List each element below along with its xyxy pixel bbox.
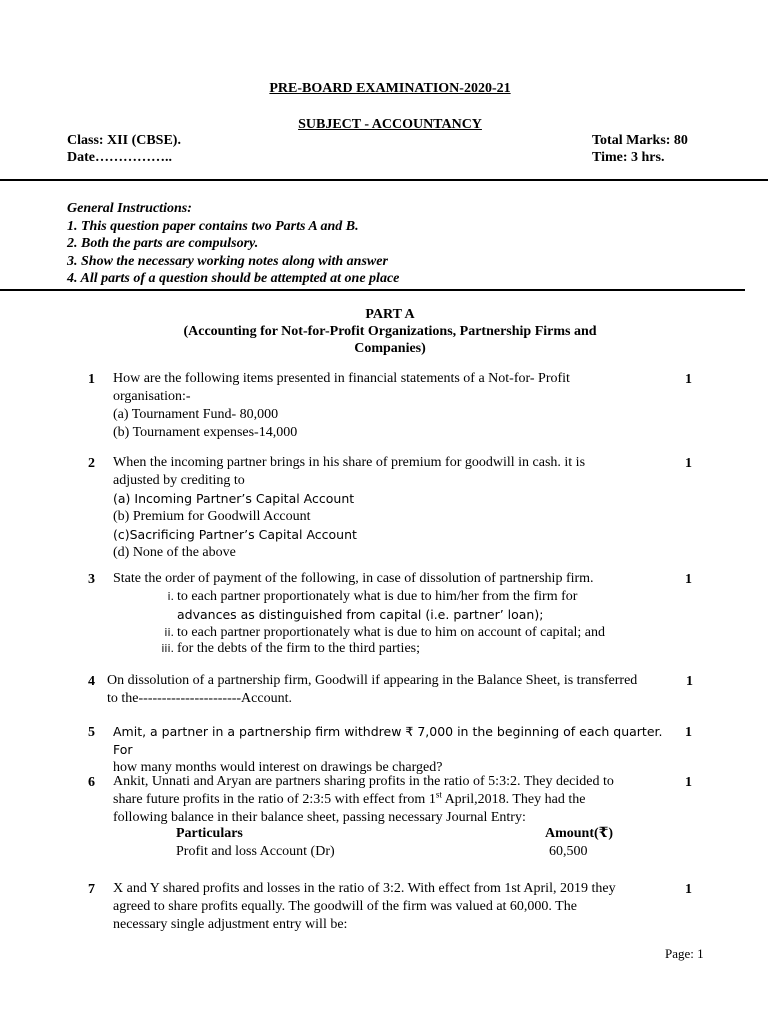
question-line: (b) Tournament expenses-14,000 — [113, 425, 298, 440]
total-marks: Total Marks: 80 — [592, 133, 688, 148]
item-numeral: iii. — [161, 642, 174, 655]
question-line-part: share future profits in the ratio of 2:3:5 with effect from 1 — [113, 792, 436, 807]
table-header-amount: Amount(₹) — [545, 826, 614, 841]
question-marks: 1 — [685, 725, 692, 740]
table-header-particulars: Particulars — [176, 826, 243, 841]
question-line: Ankit, Unnati and Aryan are partners sharing profits in the ratio of 5:3:2. They decided to — [113, 774, 614, 789]
question-marks: 1 — [685, 775, 692, 790]
superscript: st — [435, 789, 442, 800]
instruction-item: 1. This question paper contains two Parts A and B. — [67, 218, 359, 234]
question-line: X and Y shared profits and losses in the ratio of 3:2. With effect from 1st April, 2019 they — [113, 881, 616, 896]
question-text — [113, 370, 683, 442]
order-list — [161, 588, 657, 658]
date-label: Date…………….. — [67, 150, 172, 165]
question-number: 7 — [88, 882, 95, 897]
instructions-heading: General Instructions: — [67, 201, 192, 216]
question-line: adjusted by crediting to — [113, 473, 245, 488]
option-d: (d) None of the above — [113, 545, 236, 560]
question-line: how many months would interest on drawings be charged? — [113, 760, 443, 775]
question-line: necessary single adjustment entry will be: — [113, 917, 348, 932]
item-line: to each partner proportionately what is due to him on account of capital; and — [177, 625, 606, 640]
question-line: to the----------------------Account. — [107, 691, 292, 706]
table-cell-particular: Profit and loss Account (Dr) — [176, 844, 335, 859]
instruction-item: 3. Show the necessary working notes along with answer — [67, 253, 388, 269]
question-marks: 1 — [685, 372, 692, 387]
item-line: advances as distinguished from capital (i.e. partner’ loan); — [177, 607, 544, 622]
item-line: for the debts of the firm to the third parties; — [177, 641, 420, 656]
page-number: Page: 1 — [665, 946, 704, 961]
order-item — [161, 640, 657, 658]
question-text — [113, 723, 683, 777]
question-text — [107, 672, 687, 708]
question-number: 4 — [88, 674, 95, 689]
question-line-part: April,2018. They had the — [441, 792, 586, 807]
question-line: When the incoming partner brings in his share of premium for goodwill in cash. it is — [113, 455, 586, 470]
question-number: 5 — [88, 725, 95, 740]
item-line: to each partner proportionately what is due to him/her from the firm for — [177, 589, 578, 604]
question-number: 6 — [88, 775, 95, 790]
instruction-item: 2. Both the parts are compulsory. — [67, 236, 259, 251]
question-marks: 1 — [685, 882, 692, 897]
item-numeral: ii. — [164, 626, 174, 639]
question-line: following balance in their balance sheet, passing necessary Journal Entry: — [113, 810, 526, 825]
question-number: 1 — [88, 372, 95, 387]
option-c: (c)Sacrificing Partner’s Capital Account — [113, 527, 357, 542]
table-cell-amount: 60,500 — [549, 844, 588, 859]
question-text — [113, 773, 683, 827]
question-line — [113, 791, 683, 809]
exam-time: Time: 3 hrs. — [592, 150, 665, 165]
question-line: How are the following items presented in financial statements of a Not-for- Profit — [113, 371, 570, 386]
question-line: organisation:- — [113, 389, 191, 404]
question-text — [113, 454, 683, 562]
option-a: (a) Incoming Partner’s Capital Account — [113, 491, 355, 506]
question-text: State the order of payment of the following, in case of dissolution of partnership firm. — [113, 571, 594, 586]
question-number: 3 — [88, 572, 95, 587]
question-line: agreed to share profits equally. The goodwill of the firm was valued at 60,000. The — [113, 899, 577, 914]
question-marks: 1 — [685, 456, 692, 471]
question-line: On dissolution of a partnership firm, Goodwill if appearing in the Balance Sheet, is transferred — [107, 673, 638, 688]
question-line: (a) Tournament Fund- 80,000 — [113, 407, 279, 422]
instructions-divider — [0, 289, 745, 291]
question-marks: 1 — [686, 674, 693, 689]
general-instructions — [67, 200, 399, 288]
part-subtitle: (Accounting for Not-for-Profit Organizations, Partnership Firms and — [183, 324, 597, 339]
question-line: Amit, a partner in a partnership firm withdrew ₹ 7,000 in the beginning of each quarter. For — [113, 724, 663, 757]
question-marks: 1 — [685, 572, 692, 587]
question-text — [113, 880, 683, 934]
order-item — [167, 588, 657, 624]
part-subtitle: Companies) — [354, 341, 426, 356]
item-numeral: i. — [167, 590, 174, 603]
subject-title: SUBJECT - ACCOUNTANCY — [298, 117, 482, 132]
option-b: (b) Premium for Goodwill Account — [113, 509, 311, 524]
question-number: 2 — [88, 456, 95, 471]
instruction-item: 4. All parts of a question should be attempted at one place — [67, 271, 400, 286]
header-divider — [0, 179, 768, 181]
class-label: Class: XII (CBSE). — [67, 133, 181, 148]
exam-title: PRE-BOARD EXAMINATION-2020-21 — [269, 81, 511, 96]
part-title: PART A — [365, 307, 415, 322]
